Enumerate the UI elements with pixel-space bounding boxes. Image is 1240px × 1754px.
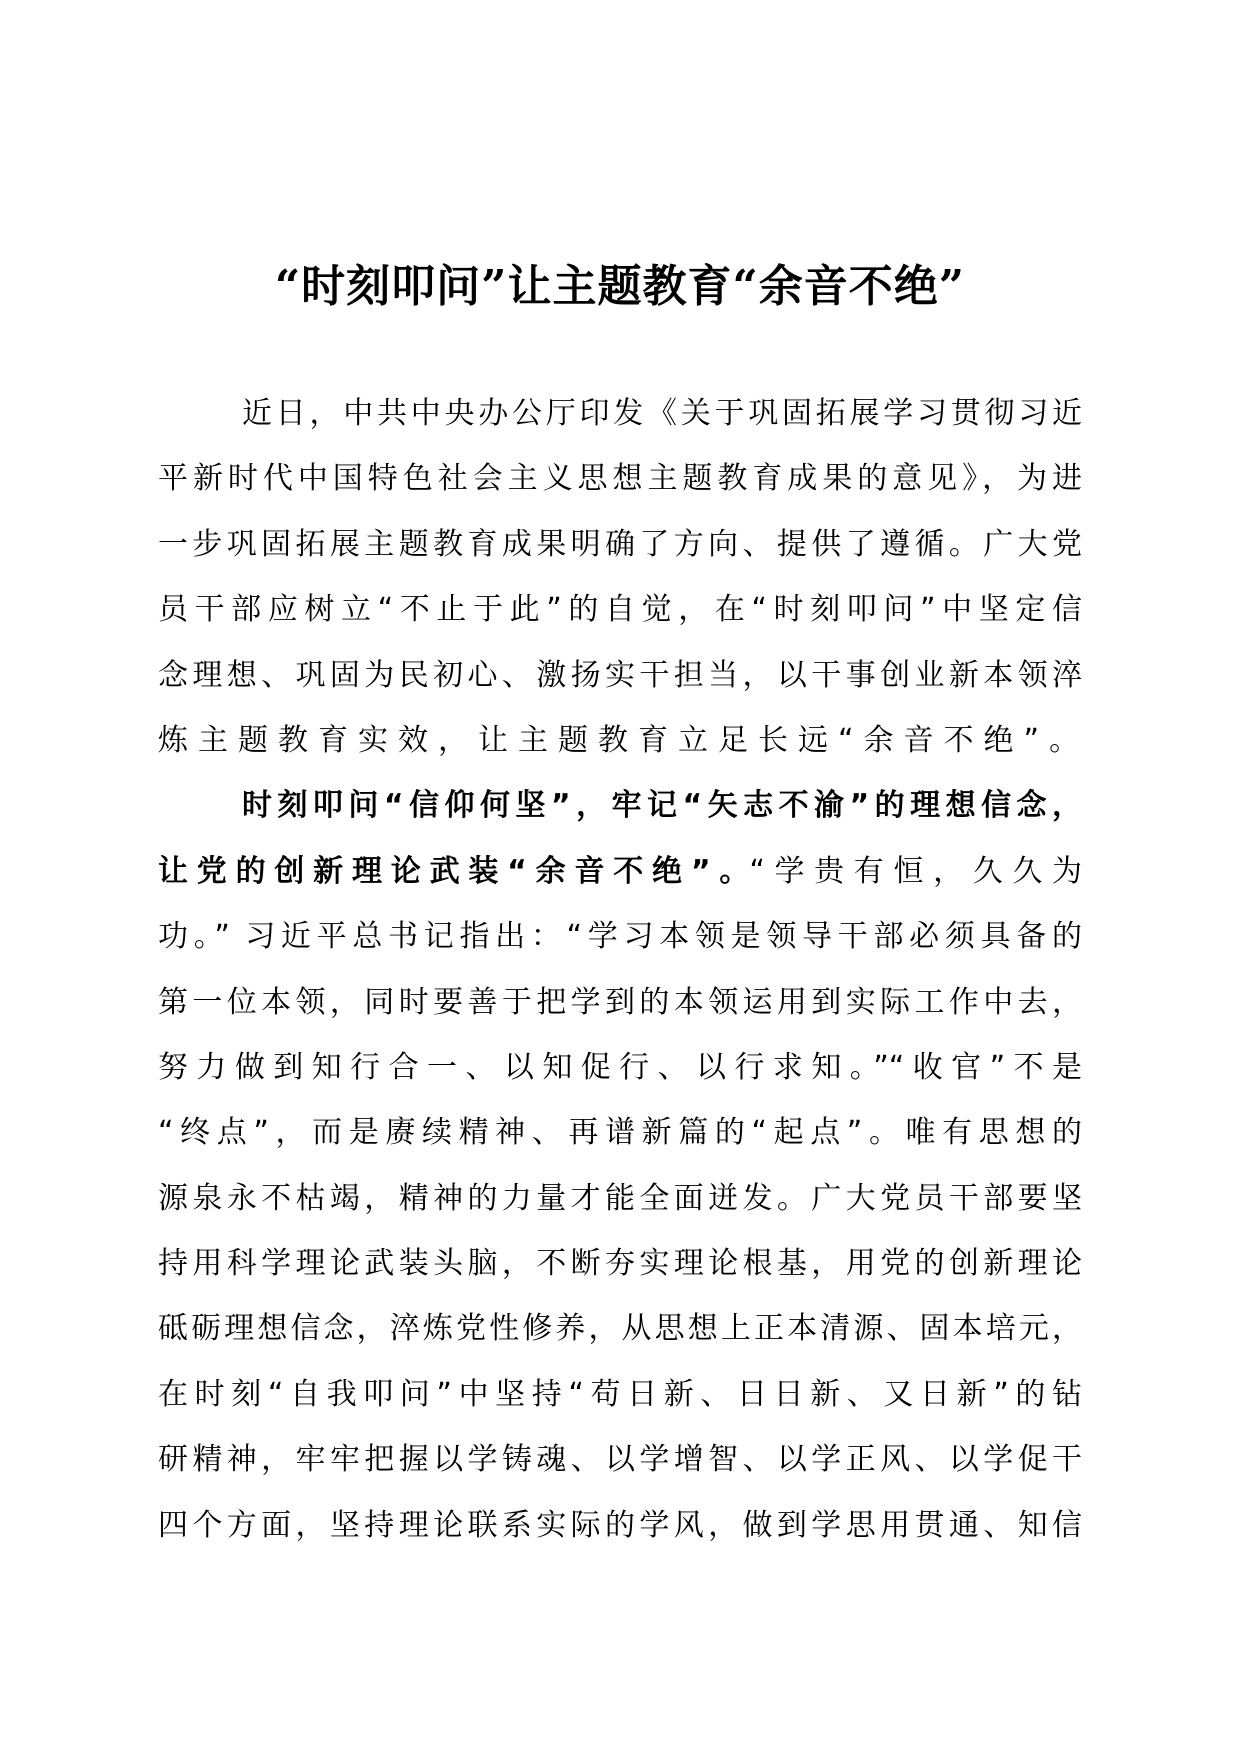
text-segment: “学贵有恒，久久为 [749,853,1082,889]
text-line: 持用科学理论武装头脑，不断夯实理论根基，用党的创新理论 [158,1246,1082,1282]
document-body [158,388,1090,1565]
text-line: 四个方面，坚持理论联系实际的学风，做到学思用贯通、知信 [158,1507,1082,1543]
text-line: 研精神，牢牢把握以学铸魂、以学增智、以学正风、以学促干 [158,1442,1082,1478]
text-line: 近日，中共中央办公厅印发《关于巩固拓展学习贯彻习近 [242,396,1082,431]
section-heading-tail: 让党的创新理论武装“余音不绝”。 [158,853,750,889]
text-line: 砥砺理想信念，淬炼党性修养，从思想上正本清源、固本培元， [158,1311,1082,1347]
text-line: 员干部应树立“不止于此”的自觉，在“时刻叩问”中坚定信 [158,592,1082,628]
text-line [158,846,1082,911]
text-line: 炼主题教育实效，让主题教育立足长远“余音不绝”。 [158,722,1090,758]
text-line: 一步巩固拓展主题教育成果明确了方向、提供了遵循。广大党 [158,526,1082,562]
text-line: 念理想、巩固为民初心、激扬实干担当，以干事创业新本领淬 [158,657,1082,693]
text-line: 功。” 习近平总书记指出：“学习本领是领导干部必须具备的 [158,919,1082,955]
text-line: 第一位本领，同时要善于把学到的本领运用到实际工作中去， [158,984,1082,1020]
document-title: “时刻叩问”让主题教育“余音不绝” [274,261,966,312]
text-line: 源泉永不枯竭，精神的力量才能全面迸发。广大党员干部要坚 [158,1180,1082,1216]
text-line: “终点”，而是赓续精神、再谱新篇的“起点”。唯有思想的 [158,1115,1082,1151]
section-heading-line: 时刻叩问“信仰何坚”，牢记“矢志不渝”的理想信念， [242,788,1082,824]
text-line: 在时刻“自我叩问”中坚持“苟日新、日日新、又日新”的钻 [158,1376,1082,1412]
text-line: 平新时代中国特色社会主义思想主题教育成果的意见》，为进 [158,461,1082,497]
text-line: 努力做到知行合一、以知促行、以行求知。”“收官”不是 [158,1049,1082,1085]
